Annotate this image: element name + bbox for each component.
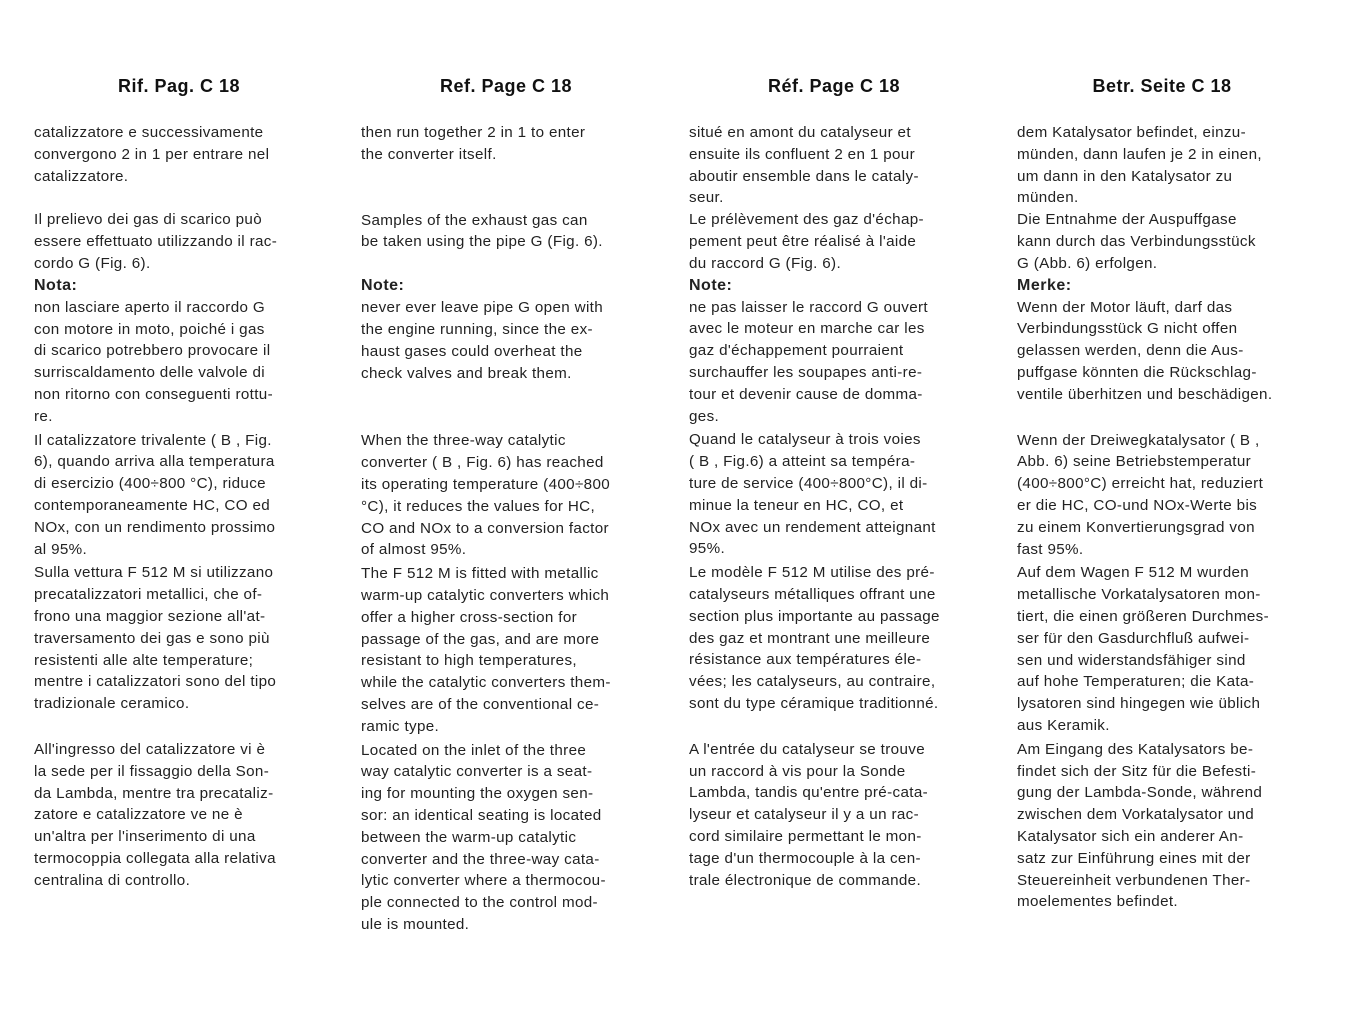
paragraph: Samples of the exhaust gas can be taken using the pipe G (Fig. 6). — [361, 211, 603, 251]
paragraph: catalizzatore e successivamente convergono 2 in 1 per entrare nel catalizzatore. — [34, 124, 270, 185]
paragraph: Am Eingang des Katalysators be- findet sich der Sitz für die Befesti- gung der Lambda-Sonde, während zwischen dem Vorkatalysator und Katalysator sich ein anderer An- satz zur Einführung eines mit der Steuereinheit verbundenen Ther- moelementes befindet. — [1017, 740, 1263, 911]
paragraph: then run together 2 in 1 to enter the converter itself. — [361, 124, 586, 163]
paragraph: ne pas laisser le raccord G ouvert avec le moteur en marche car les gaz d'échappement pourraient surchauffer les soupapes anti-re- tour et devenir cause de domma- ges. — [689, 298, 928, 425]
paragraph: When the three-way catalytic converter ( B , Fig. 6) has reached its operating temperature (400÷800 °C), it reduces the values for HC, CO and NOx to a conversion factor of almost 95%. — [361, 432, 611, 559]
note-label: Note: — [361, 277, 405, 295]
note-label: Merke: — [1017, 276, 1072, 294]
paragraph: Sulla vettura F 512 M si utilizzano precatalizzatori metallici, che of- frono una maggior sezione all'at- traversamento dei gas e sono più resistenti alle alte temperature; mentre i catalizzatori sono del tipo tradizionale ceramico. — [34, 564, 277, 713]
paragraph: Located on the inlet of the three way catalytic converter is a seat- ing for mounting the oxygen sen- sor: an identical seating is located between the warm-up catalytic converter and the three-way cata- lytic converter where a thermocou- ple connected to the control mod- ule is mounted. — [361, 741, 606, 933]
paragraph: Die Entnahme der Auspuffgase kann durch das Verbindungsstück G (Abb. 6) erfolgen. — [1017, 211, 1256, 272]
column-french — [689, 76, 979, 891]
column-italian — [34, 76, 324, 892]
paragraph: non lasciare aperto il raccordo G con motore in moto, poiché i gas di scarico potrebbero provocare il surriscaldamento delle valvole di non ritorno con conseguenti rottu- re. — [34, 298, 274, 425]
note-label: Note: — [689, 276, 733, 294]
paragraph: Il prelievo dei gas di scarico può essere effettuato utilizzando il rac- cordo G (Fig. 6). — [34, 211, 278, 272]
paragraph: Il catalizzatore trivalente ( B , Fig. 6), quando arriva alla temperatura di esercizio (400÷800 °C), riduce contemporaneamente HC, CO ed NOx, con un rendimento prossimo al 95%. — [34, 431, 276, 558]
column-heading: Réf. Page C 18 — [767, 76, 901, 96]
paragraph: never ever leave pipe G open with the engine running, since the ex- haust gases could overheat the check valves and break them. — [361, 299, 604, 382]
paragraph: Quand le catalyseur à trois voies ( B , Fig.6) a atteint sa tempéra- ture de service (400÷800°C), il di- minue la teneur en HC, CO, et NOx avec un rendement atteignant 95%. — [689, 431, 936, 558]
paragraph: dem Katalysator befindet, einzu- münden, dann laufen je 2 in einen, um dann in den Katalysator zu münden. — [1017, 124, 1262, 207]
column-german — [1017, 76, 1307, 913]
paragraph: All'ingresso del catalizzatore vi è la sede per il fissaggio della Son- da Lambda, mentre tra precataliz- zatore e catalizzatore ve ne è un'altra per l'inserimento di una termocoppia collegata alla relativa centralina di controllo. — [34, 740, 276, 889]
paragraph: Wenn der Motor läuft, darf das Verbindungsstück G nicht offen gelassen werden, denn die Aus- puffgase könnten die Rückschlag- ventile überhitzen und beschädigen. — [1017, 298, 1273, 403]
column-heading: Rif. Pag. C 18 — [117, 76, 241, 96]
paragraph: The F 512 M is fitted with metallic warm-up catalytic converters which offer a higher cross-section for passage of the gas, and are more resistant to high temperatures, while the catalytic converters them- selves are of the conventional ce- ramic type. — [361, 565, 611, 735]
column-heading: Betr. Seite C 18 — [1092, 76, 1232, 96]
paragraph: Le modèle F 512 M utilise des pré- catalyseurs métalliques offrant une section plus importante au passage des gaz et montrant une meilleure résistance aux températures éle- vées; les catalyseurs, au contraire, sont du type céramique traditionné. — [689, 564, 940, 712]
note-label: Nota: — [34, 276, 78, 294]
paragraph: A l'entrée du catalyseur se trouve un raccord à vis pour la Sonde Lambda, tandis qu'entre pré-cata- lyseur et catalyseur il y a un rac- cord similaire permettant le mon- tage d'un thermocouple à la cen- trale électronique de commande. — [689, 740, 929, 889]
paragraph: situé en amont du catalyseur et ensuite ils confluent 2 en 1 pour aboutir ensemble dans le cataly- seur. — [689, 124, 919, 207]
column-heading: Ref. Page C 18 — [439, 76, 573, 96]
paragraph: Wenn der Dreiwegkatalysator ( B , Abb. 6) seine Betriebstemperatur (400÷800°C) erreicht hat, reduziert er die HC, CO-und NOx-Werte bis zu einem Konvertierungsgrad von fast 95%. — [1017, 431, 1264, 558]
paragraph: Auf dem Wagen F 512 M wurden metallische Vorkatalysatoren mon- tiert, die einen größeren Durchmes- ser für den Gasdurchfluß aufwei- sen und widerstandsfähiger sind auf hohe Temperaturen; die Kata- lysatoren sind hingegen wie üblich aus Keramik. — [1017, 564, 1269, 734]
column-english — [361, 76, 651, 936]
paragraph: Le prélèvement des gaz d'échap- pement peut être réalisé à l'aide du raccord G (Fig. 6). — [689, 211, 924, 272]
